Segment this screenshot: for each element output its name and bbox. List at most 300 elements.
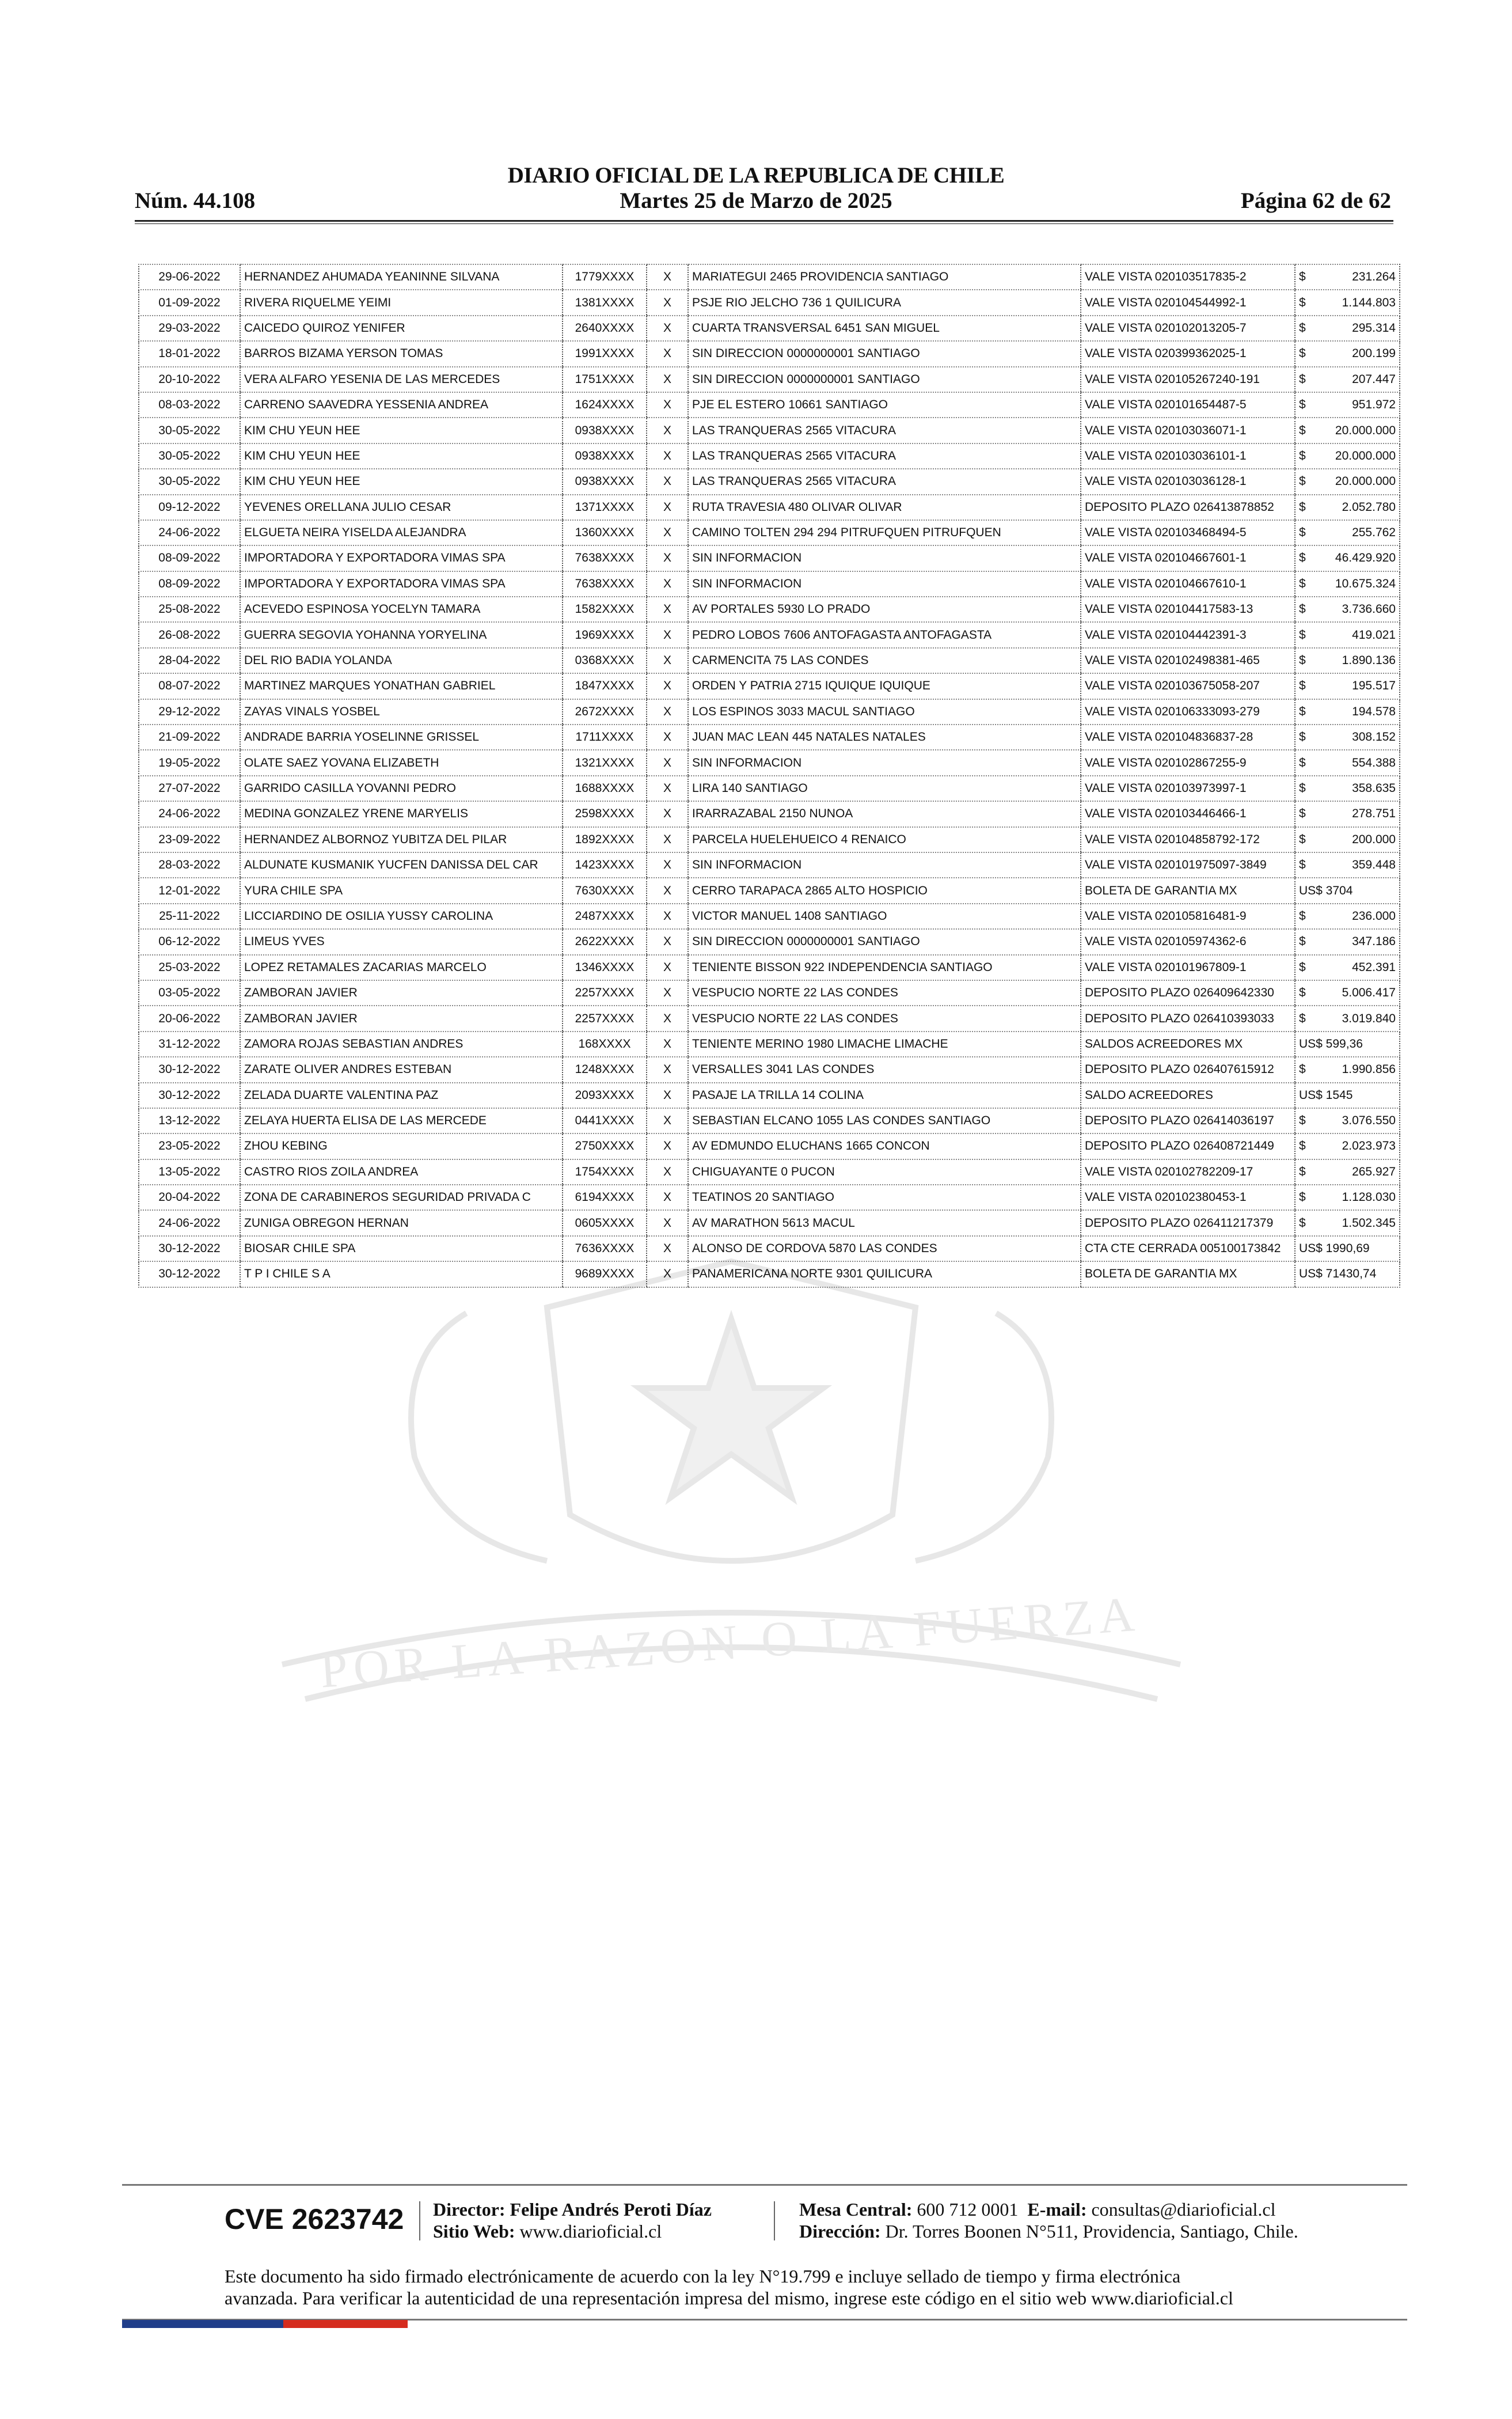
row-currency: $ <box>1299 1139 1306 1153</box>
row-address: AV EDMUNDO ELUCHANS 1665 CONCON <box>688 1133 1081 1159</box>
row-currency: $ <box>1299 423 1306 437</box>
row-date: 24-06-2022 <box>139 1210 240 1235</box>
row-amount: 46.429.920 <box>1335 551 1396 565</box>
row-mark: X <box>647 929 688 954</box>
row-address: TEATINOS 20 SANTIAGO <box>688 1185 1081 1210</box>
row-date: 25-03-2022 <box>139 955 240 980</box>
table-row <box>139 827 1400 852</box>
row-address: ALONSO DE CORDOVA 5870 LAS CONDES <box>688 1236 1081 1261</box>
table-row <box>139 1032 1400 1057</box>
row-amount: 200.000 <box>1352 832 1396 846</box>
row-date: 28-03-2022 <box>139 852 240 878</box>
watermark-motto: POR LA RAZON O LA FUERZA <box>318 1586 1142 1698</box>
table-row <box>139 776 1400 801</box>
footer-rule <box>122 2184 1407 2186</box>
row-mark: X <box>647 264 688 290</box>
row-currency: $ <box>1299 679 1306 693</box>
row-document: VALE VISTA 020101975097-3849 <box>1081 852 1295 878</box>
row-document: VALE VISTA 020105974362-6 <box>1081 929 1295 954</box>
row-address: AV PORTALES 5930 LO PRADO <box>688 597 1081 622</box>
row-mark: X <box>647 750 688 775</box>
row-rut: 1321XXXX <box>563 750 647 775</box>
address-label: Dirección: <box>799 2221 881 2242</box>
row-document: VALE VISTA 020103468494-5 <box>1081 520 1295 545</box>
table-row <box>139 341 1400 366</box>
row-address: PANAMERICANA NORTE 9301 QUILICURA <box>688 1261 1081 1287</box>
row-mark: X <box>647 1057 688 1082</box>
row-document: DEPOSITO PLAZO 026411217379 <box>1081 1210 1295 1235</box>
row-amount: 20.000.000 <box>1335 423 1396 437</box>
row-address: VESPUCIO NORTE 22 LAS CONDES <box>688 980 1081 1006</box>
row-amount: 195.517 <box>1352 679 1396 693</box>
row-name: ZARATE OLIVER ANDRES ESTEBAN <box>240 1057 563 1082</box>
row-date: 29-03-2022 <box>139 316 240 341</box>
row-amount: 3.019.840 <box>1342 1011 1396 1025</box>
issue-number: Núm. 44.108 <box>135 188 256 213</box>
row-amount: 3.076.550 <box>1342 1114 1396 1128</box>
row-amount-cell <box>1295 367 1400 392</box>
row-amount-cell <box>1295 1210 1400 1235</box>
row-rut: 0938XXXX <box>563 469 647 494</box>
row-amount-cell <box>1295 1236 1400 1261</box>
row-amount-cell <box>1295 443 1400 469</box>
row-amount-cell <box>1295 980 1400 1006</box>
row-address: LAS TRANQUERAS 2565 VITACURA <box>688 443 1081 469</box>
row-date: 13-05-2022 <box>139 1159 240 1185</box>
row-rut: 1360XXXX <box>563 520 647 545</box>
row-amount-cell <box>1295 776 1400 801</box>
row-rut: 1711XXXX <box>563 725 647 750</box>
row-currency: $ <box>1299 935 1306 949</box>
table-row <box>139 571 1400 597</box>
row-document: VALE VISTA 020106333093-279 <box>1081 699 1295 725</box>
row-name: VERA ALFARO YESENIA DE LAS MERCEDES <box>240 367 563 392</box>
row-amount: 308.152 <box>1352 730 1396 744</box>
row-amount-cell <box>1295 290 1400 315</box>
row-amount: 295.314 <box>1352 321 1396 335</box>
row-document: SALDO ACREEDORES <box>1081 1083 1295 1108</box>
row-currency: $ <box>1299 372 1306 386</box>
row-mark: X <box>647 367 688 392</box>
row-currency: $ <box>1299 1216 1306 1230</box>
row-name: MARTINEZ MARQUES YONATHAN GABRIEL <box>240 673 563 699</box>
row-rut: 1688XXXX <box>563 776 647 801</box>
row-date: 29-06-2022 <box>139 264 240 290</box>
row-date: 30-05-2022 <box>139 469 240 494</box>
row-date: 24-06-2022 <box>139 520 240 545</box>
row-address: VERSALLES 3041 LAS CONDES <box>688 1057 1081 1082</box>
row-rut: 1346XXXX <box>563 955 647 980</box>
row-name: T P I CHILE S A <box>240 1261 563 1287</box>
row-document: VALE VISTA 020102013205-7 <box>1081 316 1295 341</box>
row-address: JUAN MAC LEAN 445 NATALES NATALES <box>688 725 1081 750</box>
row-address: VESPUCIO NORTE 22 LAS CONDES <box>688 1006 1081 1031</box>
row-rut: 1371XXXX <box>563 495 647 520</box>
row-address: PJE EL ESTERO 10661 SANTIAGO <box>688 392 1081 418</box>
row-address: SIN DIRECCION 0000000001 SANTIAGO <box>688 929 1081 954</box>
row-amount-cell <box>1295 1108 1400 1133</box>
table-row <box>139 622 1400 647</box>
row-rut: 1751XXXX <box>563 367 647 392</box>
row-amount: 194.578 <box>1352 704 1396 718</box>
row-amount: 236.000 <box>1352 909 1396 923</box>
row-address: IRARRAZABAL 2150 NUNOA <box>688 801 1081 826</box>
row-mark: X <box>647 1185 688 1210</box>
row-currency: $ <box>1299 321 1306 335</box>
row-name: DEL RIO BADIA YOLANDA <box>240 648 563 673</box>
row-rut: 0938XXXX <box>563 443 647 469</box>
row-document: VALE VISTA 020104858792-172 <box>1081 827 1295 852</box>
row-name: ZELADA DUARTE VALENTINA PAZ <box>240 1083 563 1108</box>
row-document: VALE VISTA 020103036071-1 <box>1081 418 1295 443</box>
table-row <box>139 418 1400 443</box>
row-amount: 1.502.345 <box>1342 1216 1396 1230</box>
table-row <box>139 443 1400 469</box>
row-date: 01-09-2022 <box>139 290 240 315</box>
row-address: SEBASTIAN ELCANO 1055 LAS CONDES SANTIAGO <box>688 1108 1081 1133</box>
row-address: SIN INFORMACION <box>688 750 1081 775</box>
row-rut: 2093XXXX <box>563 1083 647 1108</box>
row-amount: 207.447 <box>1352 372 1396 386</box>
row-date: 30-12-2022 <box>139 1057 240 1082</box>
row-name: YEVENES ORELLANA JULIO CESAR <box>240 495 563 520</box>
row-rut: 2598XXXX <box>563 801 647 826</box>
email-label: E-mail: <box>1027 2199 1087 2220</box>
row-amount-cell <box>1295 1006 1400 1031</box>
row-currency: $ <box>1299 986 1306 1000</box>
row-amount-cell <box>1295 1032 1400 1057</box>
row-amount: 347.186 <box>1352 935 1396 949</box>
row-document: VALE VISTA 020103973997-1 <box>1081 776 1295 801</box>
row-address: CAMINO TOLTEN 294 294 PITRUFQUEN PITRUFQUEN <box>688 520 1081 545</box>
row-document: VALE VISTA 020103517835-2 <box>1081 264 1295 290</box>
address-text: Dr. Torres Boonen N°511, Providencia, Santiago, Chile. <box>885 2221 1298 2242</box>
row-address: PEDRO LOBOS 7606 ANTOFAGASTA ANTOFAGASTA <box>688 622 1081 647</box>
row-amount-cell <box>1295 878 1400 903</box>
row-rut: 168XXXX <box>563 1032 647 1057</box>
table-row <box>139 1159 1400 1185</box>
row-currency: $ <box>1299 398 1306 412</box>
row-amount-cell <box>1295 418 1400 443</box>
row-currency: $ <box>1299 1190 1306 1204</box>
row-amount-cell <box>1295 955 1400 980</box>
row-date: 20-04-2022 <box>139 1185 240 1210</box>
row-amount: 20.000.000 <box>1335 475 1396 488</box>
row-name: BARROS BIZAMA YERSON TOMAS <box>240 341 563 366</box>
row-amount-cell <box>1295 852 1400 878</box>
row-name: ZAYAS VINALS YOSBEL <box>240 699 563 725</box>
row-amount-cell <box>1295 827 1400 852</box>
director-label: Director: <box>433 2199 506 2220</box>
row-mark: X <box>647 904 688 929</box>
row-name: LOPEZ RETAMALES ZACARIAS MARCELO <box>240 955 563 980</box>
row-document: BOLETA DE GARANTIA MX <box>1081 1261 1295 1287</box>
row-address: TENIENTE MERINO 1980 LIMACHE LIMACHE <box>688 1032 1081 1057</box>
row-currency: $ <box>1299 551 1306 565</box>
row-rut: 1754XXXX <box>563 1159 647 1185</box>
row-amount-cell <box>1295 545 1400 571</box>
row-address: LOS ESPINOS 3033 MACUL SANTIAGO <box>688 699 1081 725</box>
row-rut: 7638XXXX <box>563 571 647 597</box>
row-document: VALE VISTA 020103446466-1 <box>1081 801 1295 826</box>
row-mark: X <box>647 520 688 545</box>
records-table <box>138 264 1400 1288</box>
row-mark: X <box>647 1032 688 1057</box>
row-rut: 0441XXXX <box>563 1108 647 1133</box>
row-document: VALE VISTA 020103036128-1 <box>1081 469 1295 494</box>
table-row <box>139 1261 1400 1287</box>
table-row <box>139 878 1400 903</box>
row-amount: 359.448 <box>1352 858 1396 872</box>
row-date: 23-09-2022 <box>139 827 240 852</box>
header-rule-thin <box>135 223 1393 224</box>
row-name: HERNANDEZ AHUMADA YEANINNE SILVANA <box>240 264 563 290</box>
row-address: SIN INFORMACION <box>688 545 1081 571</box>
legal-notice-line-1: Este documento ha sido firmado electrónicamente de acuerdo con la ley N°19.799 e incluye sellado de tiempo y firma electrónica <box>225 2266 1181 2287</box>
row-date: 27-07-2022 <box>139 776 240 801</box>
row-document: VALE VISTA 020102380453-1 <box>1081 1185 1295 1210</box>
row-amount: 20.000.000 <box>1335 449 1396 462</box>
row-date: 26-08-2022 <box>139 622 240 647</box>
row-rut: 6194XXXX <box>563 1185 647 1210</box>
row-rut: 1624XXXX <box>563 392 647 418</box>
table-row <box>139 545 1400 571</box>
row-name: ELGUETA NEIRA YISELDA ALEJANDRA <box>240 520 563 545</box>
row-name: KIM CHU YEUN HEE <box>240 469 563 494</box>
row-rut: 0938XXXX <box>563 418 647 443</box>
row-mark: X <box>647 1006 688 1031</box>
row-address: LIRA 140 SANTIAGO <box>688 776 1081 801</box>
row-name: GARRIDO CASILLA YOVANNI PEDRO <box>240 776 563 801</box>
issue-date: Martes 25 de Marzo de 2025 <box>620 188 892 213</box>
row-address: AV MARATHON 5613 MACUL <box>688 1210 1081 1235</box>
table-row <box>139 597 1400 622</box>
row-amount-cell <box>1295 622 1400 647</box>
row-name: BIOSAR CHILE SPA <box>240 1236 563 1261</box>
row-amount: 951.972 <box>1352 398 1396 412</box>
row-document: VALE VISTA 020104836837-28 <box>1081 725 1295 750</box>
website-link[interactable]: www.diarioficial.cl <box>519 2221 662 2242</box>
row-date: 24-06-2022 <box>139 801 240 826</box>
row-currency: $ <box>1299 909 1306 923</box>
row-name: ACEVEDO ESPINOSA YOCELYN TAMARA <box>240 597 563 622</box>
row-date: 18-01-2022 <box>139 341 240 366</box>
row-address: SIN INFORMACION <box>688 571 1081 597</box>
row-rut: 2257XXXX <box>563 1006 647 1031</box>
row-amount: 200.199 <box>1352 347 1396 361</box>
table-row <box>139 673 1400 699</box>
row-amount-cell <box>1295 571 1400 597</box>
row-mark: X <box>647 699 688 725</box>
row-address: PASAJE LA TRILLA 14 COLINA <box>688 1083 1081 1108</box>
director-line <box>433 2199 712 2220</box>
row-name: CAICEDO QUIROZ YENIFER <box>240 316 563 341</box>
email-link[interactable]: consultas@diarioficial.cl <box>1091 2199 1276 2220</box>
cve-code: CVE 2623742 <box>225 2203 404 2235</box>
row-name: LIMEUS YVES <box>240 929 563 954</box>
flag-stripe-red <box>283 2320 408 2328</box>
row-address: MARIATEGUI 2465 PROVIDENCIA SANTIAGO <box>688 264 1081 290</box>
row-amount-cell <box>1295 495 1400 520</box>
row-document: DEPOSITO PLAZO 026407615912 <box>1081 1057 1295 1082</box>
row-mark: X <box>647 545 688 571</box>
row-date: 31-12-2022 <box>139 1032 240 1057</box>
row-name: ALDUNATE KUSMANIK YUCFEN DANISSA DEL CAR <box>240 852 563 878</box>
row-mark: X <box>647 418 688 443</box>
row-date: 30-05-2022 <box>139 443 240 469</box>
director-name: Felipe Andrés Peroti Díaz <box>510 2199 712 2220</box>
row-name: GUERRA SEGOVIA YOHANNA YORYELINA <box>240 622 563 647</box>
row-amount-cell <box>1295 520 1400 545</box>
row-date: 09-12-2022 <box>139 495 240 520</box>
row-amount-cell <box>1295 929 1400 954</box>
row-amount-cell <box>1295 1083 1400 1108</box>
row-document: DEPOSITO PLAZO 026414036197 <box>1081 1108 1295 1133</box>
row-mark: X <box>647 1133 688 1159</box>
row-mark: X <box>647 316 688 341</box>
flag-stripe-blue <box>122 2320 283 2328</box>
row-currency: US$ 71430,74 <box>1299 1267 1377 1281</box>
table-row <box>139 1133 1400 1159</box>
row-rut: 1969XXXX <box>563 622 647 647</box>
row-date: 30-05-2022 <box>139 418 240 443</box>
row-amount-cell <box>1295 699 1400 725</box>
row-currency: $ <box>1299 526 1306 540</box>
row-amount-cell <box>1295 597 1400 622</box>
row-rut: 9689XXXX <box>563 1261 647 1287</box>
row-amount: 255.762 <box>1352 526 1396 540</box>
row-mark: X <box>647 597 688 622</box>
row-mark: X <box>647 648 688 673</box>
row-amount-cell <box>1295 1185 1400 1210</box>
table-row <box>139 290 1400 315</box>
row-amount: 1.128.030 <box>1342 1190 1396 1204</box>
row-mark: X <box>647 469 688 494</box>
row-name: ZHOU KEBING <box>240 1133 563 1159</box>
row-mark: X <box>647 622 688 647</box>
row-amount: 554.388 <box>1352 756 1396 769</box>
row-name: ZAMBORAN JAVIER <box>240 1006 563 1031</box>
row-mark: X <box>647 1261 688 1287</box>
row-mark: X <box>647 776 688 801</box>
row-mark: X <box>647 673 688 699</box>
row-date: 08-09-2022 <box>139 571 240 597</box>
row-date: 20-06-2022 <box>139 1006 240 1031</box>
row-currency: $ <box>1299 602 1306 616</box>
table-row <box>139 1108 1400 1133</box>
row-document: VALE VISTA 020102867255-9 <box>1081 750 1295 775</box>
row-mark: X <box>647 495 688 520</box>
contact-line <box>799 2199 1276 2220</box>
row-currency: $ <box>1299 730 1306 744</box>
row-mark: X <box>647 1210 688 1235</box>
row-address: PARCELA HUELEHUEICO 4 RENAICO <box>688 827 1081 852</box>
row-document: VALE VISTA 020105816481-9 <box>1081 904 1295 929</box>
row-mark: X <box>647 878 688 903</box>
row-address: TENIENTE BISSON 922 INDEPENDENCIA SANTIAGO <box>688 955 1081 980</box>
row-amount-cell <box>1295 316 1400 341</box>
row-amount: 419.021 <box>1352 628 1396 642</box>
row-document: VALE VISTA 020102498381-465 <box>1081 648 1295 673</box>
row-currency: US$ 599,36 <box>1299 1037 1363 1051</box>
row-rut: 7630XXXX <box>563 878 647 903</box>
row-rut: 2622XXXX <box>563 929 647 954</box>
row-date: 08-09-2022 <box>139 545 240 571</box>
row-rut: 1991XXXX <box>563 341 647 366</box>
row-rut: 1779XXXX <box>563 264 647 290</box>
table-row <box>139 367 1400 392</box>
row-name: HERNANDEZ ALBORNOZ YUBITZA DEL PILAR <box>240 827 563 852</box>
row-rut: 2487XXXX <box>563 904 647 929</box>
row-amount: 1.890.136 <box>1342 654 1396 668</box>
row-address: ORDEN Y PATRIA 2715 IQUIQUE IQUIQUE <box>688 673 1081 699</box>
row-address: CUARTA TRANSVERSAL 6451 SAN MIGUEL <box>688 316 1081 341</box>
row-address: LAS TRANQUERAS 2565 VITACURA <box>688 418 1081 443</box>
table-row <box>139 469 1400 494</box>
row-rut: 1423XXXX <box>563 852 647 878</box>
row-mark: X <box>647 571 688 597</box>
row-address: SIN DIRECCION 0000000001 SANTIAGO <box>688 341 1081 366</box>
row-amount-cell <box>1295 341 1400 366</box>
row-amount: 265.927 <box>1352 1165 1396 1178</box>
row-rut: 2672XXXX <box>563 699 647 725</box>
row-date: 21-09-2022 <box>139 725 240 750</box>
row-name: ZONA DE CARABINEROS SEGURIDAD PRIVADA C <box>240 1185 563 1210</box>
row-rut: 1248XXXX <box>563 1057 647 1082</box>
row-amount: 231.264 <box>1352 270 1396 284</box>
row-date: 25-08-2022 <box>139 597 240 622</box>
row-name: ANDRADE BARRIA YOSELINNE GRISSEL <box>240 725 563 750</box>
footer-divider-2 <box>774 2201 775 2240</box>
row-rut: 0605XXXX <box>563 1210 647 1235</box>
table-row <box>139 1236 1400 1261</box>
row-date: 03-05-2022 <box>139 980 240 1006</box>
row-currency: US$ 1990,69 <box>1299 1242 1370 1256</box>
table-row <box>139 980 1400 1006</box>
row-address: PSJE RIO JELCHO 736 1 QUILICURA <box>688 290 1081 315</box>
row-date: 12-01-2022 <box>139 878 240 903</box>
row-address: VICTOR MANUEL 1408 SANTIAGO <box>688 904 1081 929</box>
coat-of-arms-watermark <box>225 1238 1238 1711</box>
row-name: ZUNIGA OBREGON HERNAN <box>240 1210 563 1235</box>
row-currency: $ <box>1299 347 1306 361</box>
row-mark: X <box>647 801 688 826</box>
table-row <box>139 495 1400 520</box>
row-document: BOLETA DE GARANTIA MX <box>1081 878 1295 903</box>
table-row <box>139 316 1400 341</box>
table-row <box>139 648 1400 673</box>
row-amount-cell <box>1295 725 1400 750</box>
row-name: OLATE SAEZ YOVANA ELIZABETH <box>240 750 563 775</box>
table-row <box>139 852 1400 878</box>
row-date: 06-12-2022 <box>139 929 240 954</box>
table-row <box>139 520 1400 545</box>
row-currency: $ <box>1299 1165 1306 1178</box>
website-line <box>433 2221 662 2242</box>
row-document: VALE VISTA 020101967809-1 <box>1081 955 1295 980</box>
row-name: YURA CHILE SPA <box>240 878 563 903</box>
phone-label: Mesa Central: <box>799 2199 913 2220</box>
table-row <box>139 929 1400 954</box>
row-amount-cell <box>1295 648 1400 673</box>
row-mark: X <box>647 1159 688 1185</box>
table-row <box>139 392 1400 418</box>
row-currency: $ <box>1299 782 1306 795</box>
table-row <box>139 699 1400 725</box>
row-rut: 1582XXXX <box>563 597 647 622</box>
row-date: 08-07-2022 <box>139 673 240 699</box>
row-amount-cell <box>1295 469 1400 494</box>
